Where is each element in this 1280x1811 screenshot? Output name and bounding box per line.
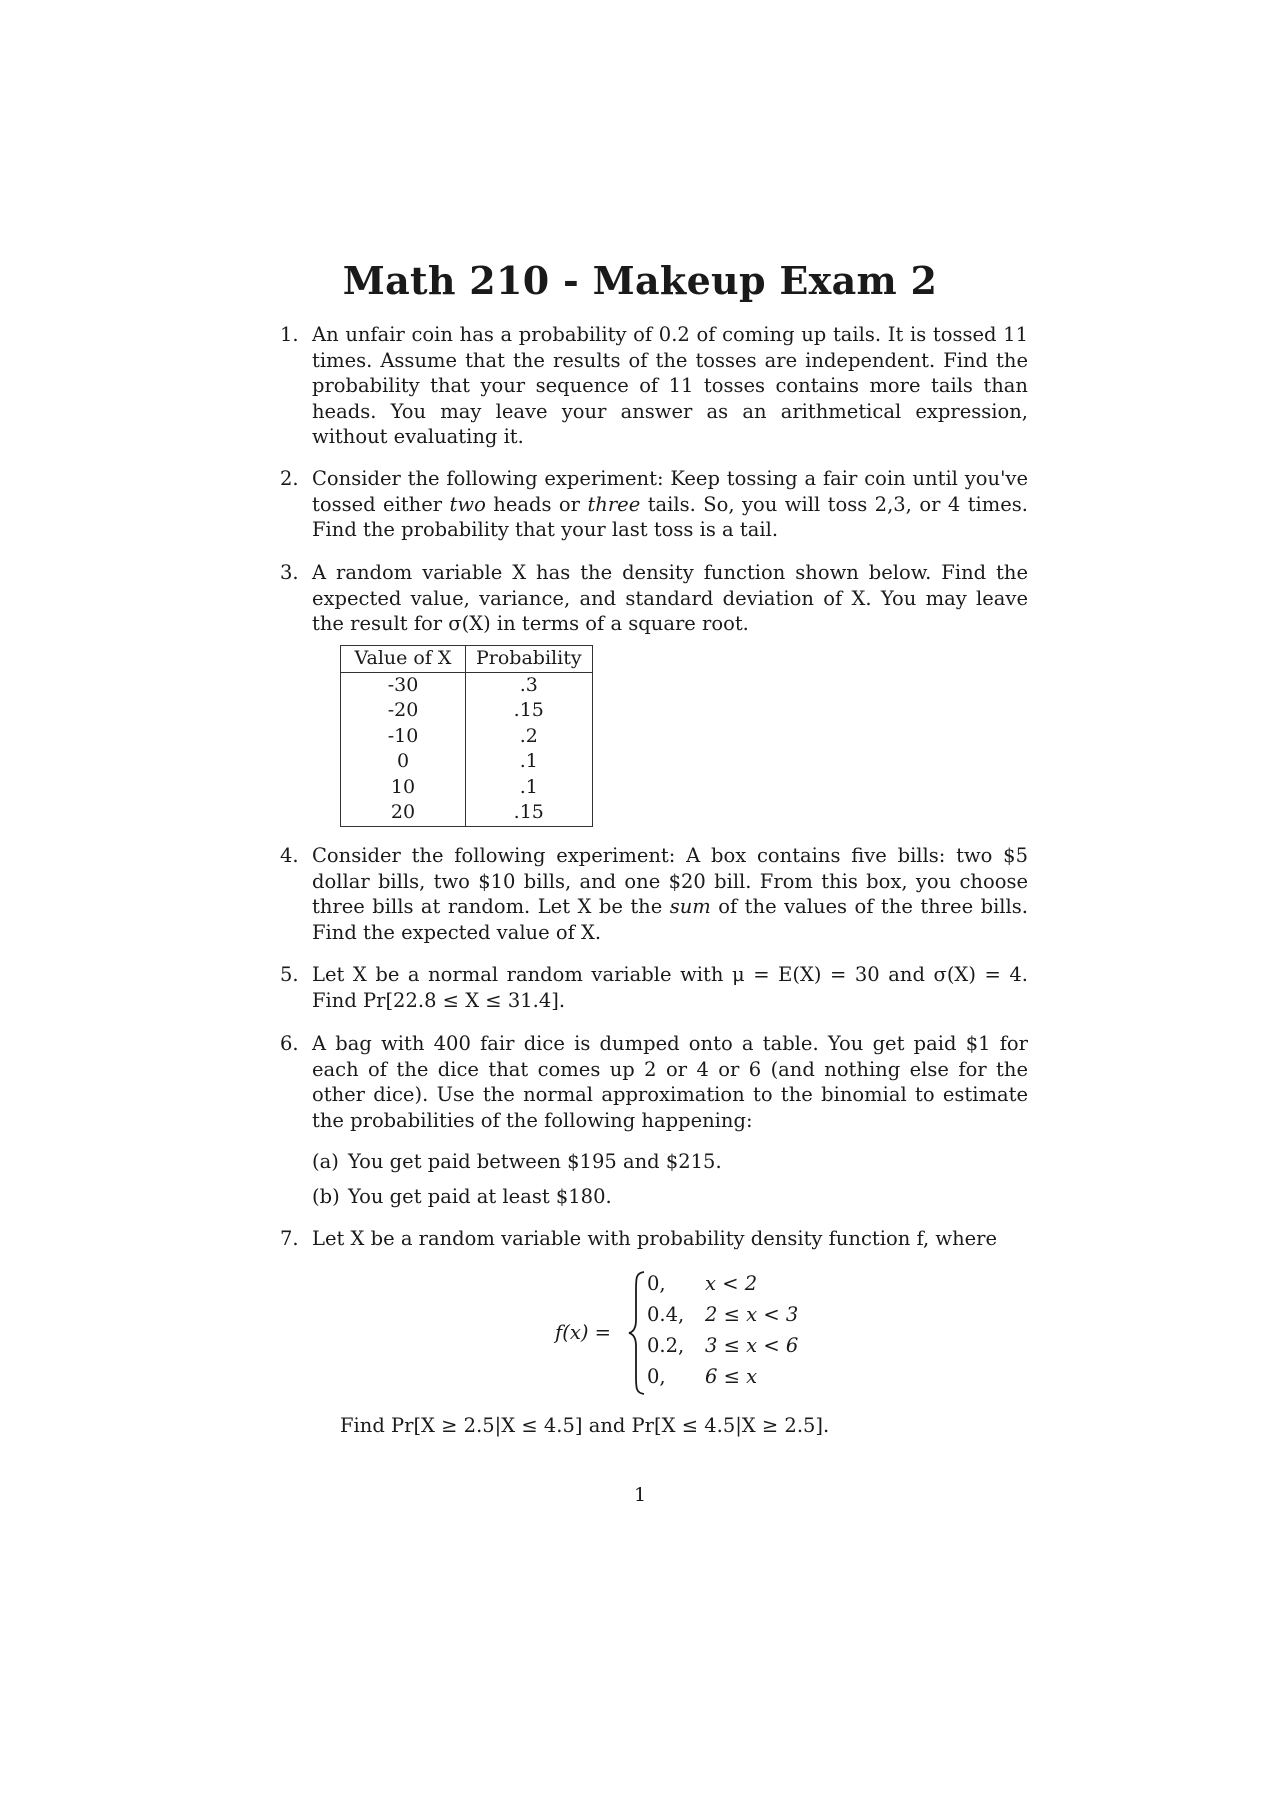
question-number: 7.: [280, 1227, 299, 1250]
page-title: Math 210 - Makeup Exam 2: [342, 258, 938, 303]
question-text: Consider the following experiment: A box contains five bills: two $5 dollar bills, two $10 bills, and one $20 bill. From this box, you choose three bills at random. Let X be the sum of the values of the three bills. Find the expected value of X.: [312, 844, 1028, 944]
table-cell-value: 10: [341, 775, 466, 801]
question-6-part-a: [312, 1149, 1008, 1175]
left-brace-icon: [627, 1270, 647, 1396]
question-6: [280, 1031, 1028, 1133]
question-3: [280, 560, 1028, 637]
question-text: A bag with 400 fair dice is dumped onto a table. You get paid $1 for each of the dice that comes up 2 or 4 or 6 (and nothing else for the other dice). Use the normal approximation to the binomial to estimate the probabilities of the following happening:: [312, 1032, 1028, 1132]
question-number: 6.: [280, 1032, 299, 1055]
question-5: [280, 962, 1028, 1013]
table-header-row: [341, 646, 593, 673]
case-value: 0.2,: [647, 1334, 685, 1357]
table-cell-value: -20: [341, 698, 466, 724]
table-cell-probability: .1: [466, 775, 593, 801]
question-text: A random variable X has the density function shown below. Find the expected value, variance, and standard deviation of X. You may leave the result for σ(X) in terms of a square root.: [312, 561, 1028, 635]
page-number: 1: [633, 1484, 647, 1506]
question-1: [280, 322, 1028, 450]
question-text: Let X be a normal random variable with μ = E(X) = 30 and σ(X) = 4. Find Pr[22.8 ≤ X ≤ 31.4].: [312, 963, 1028, 1012]
question-number: 1.: [280, 323, 299, 346]
table-row: [341, 672, 593, 698]
table-cell-probability: .2: [466, 724, 593, 750]
column-header-value: Value of X: [341, 646, 466, 673]
table-cell-probability: .15: [466, 800, 593, 826]
question-2: [280, 466, 1028, 543]
function-lhs: f(x) =: [555, 1321, 611, 1344]
question-6-part-b: [312, 1184, 1008, 1210]
table-cell-probability: .1: [466, 749, 593, 775]
question-4: [280, 843, 1028, 945]
table-row: [341, 775, 593, 801]
part-label: (b): [312, 1185, 340, 1208]
question-number: 4.: [280, 844, 299, 867]
table-row: [341, 698, 593, 724]
question-number: 2.: [280, 467, 299, 490]
table-cell-probability: .15: [466, 698, 593, 724]
case-condition: 2 ≤ x < 3: [705, 1303, 799, 1326]
distribution-table: [340, 645, 593, 827]
question-number: 5.: [280, 963, 299, 986]
question-7-find: Find Pr[X ≥ 2.5|X ≤ 4.5] and Pr[X ≤ 4.5|X ≥ 2.5].: [340, 1414, 830, 1437]
question-text: Let X be a random variable with probability density function f, where: [312, 1227, 998, 1250]
case-value: 0,: [647, 1272, 666, 1295]
case-condition: 3 ≤ x < 6: [705, 1334, 799, 1357]
case-value: 0.4,: [647, 1303, 685, 1326]
table-row: [341, 749, 593, 775]
question-text: Consider the following experiment: Keep tossing a fair coin until you've tossed either two heads or three tails. So, you will toss 2,3, or 4 times. Find the probability that your last toss is a tail.: [312, 467, 1028, 541]
table-row: [341, 724, 593, 750]
table-row: [341, 800, 593, 826]
part-text: You get paid between $195 and $215.: [348, 1150, 722, 1173]
case-value: 0,: [647, 1365, 666, 1388]
table-cell-value: 0: [341, 749, 466, 775]
question-number: 3.: [280, 561, 299, 584]
piecewise-function: [555, 1270, 815, 1400]
question-text: An unfair coin has a probability of 0.2 of coming up tails. It is tossed 11 times. Assume that the results of the tosses are independent. Find the probability that your sequence of 11 tosses contains more tails than heads. You may leave your answer as an arithmetical expression, without evaluating it.: [312, 323, 1028, 448]
table-cell-probability: .3: [466, 672, 593, 698]
column-header-probability: Probability: [466, 646, 593, 673]
table-cell-value: -10: [341, 724, 466, 750]
case-condition: x < 2: [705, 1272, 758, 1295]
part-label: (a): [312, 1150, 339, 1173]
table-cell-value: 20: [341, 800, 466, 826]
question-7: [280, 1226, 1028, 1252]
case-condition: 6 ≤ x: [705, 1365, 758, 1388]
part-text: You get paid at least $180.: [348, 1185, 612, 1208]
table-cell-value: -30: [341, 672, 466, 698]
